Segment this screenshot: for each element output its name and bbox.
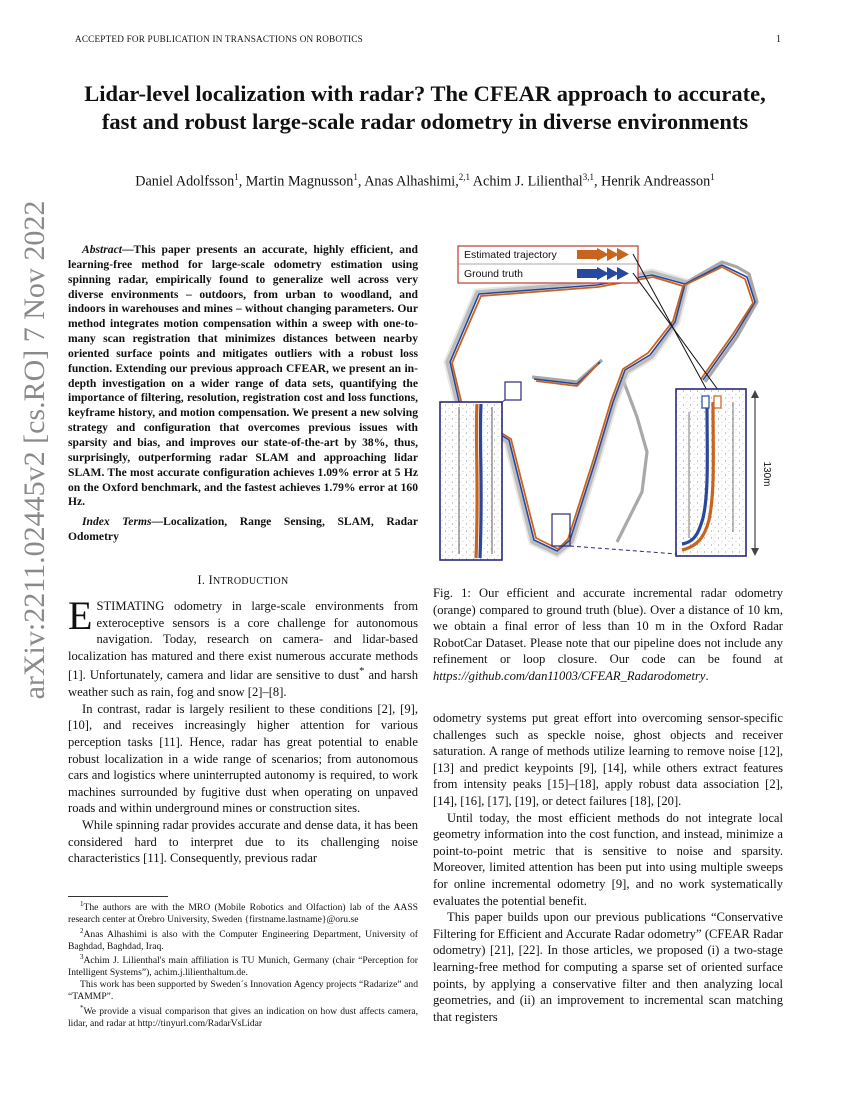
- footnotes: [68, 899, 418, 1029]
- running-head: ACCEPTED FOR PUBLICATION IN TRANSACTIONS ON ROBOTICS: [75, 34, 363, 44]
- author-affiliation: 1: [234, 172, 239, 182]
- right-paragraph-2: Until today, the most efficient methods do not integrate local geometry information into the cost function, and instead, minimize a point-to-point metric that is sensitive to noise and sparsity. Moreover, limited attention has been put into using multiple sweeps for online incremental odometry [9], and no work systematically evaluates the potential benefit.: [433, 810, 783, 908]
- author-affiliation: 1: [353, 172, 358, 182]
- footnote-5: We provide a visual comparison that gives an indication on how dust affects camera, lidar, and radar at http://tinyurl.com/RadarVsLidar: [68, 1005, 418, 1029]
- author-name: Henrik Andreasson: [601, 173, 711, 190]
- index-terms: [68, 515, 418, 545]
- section-initial: I: [208, 573, 213, 587]
- abstract-text: —This paper presents an accurate, highly efficient, and learning-free method for large-scale odometry estimation using spinning radar, empirically found to generalize well across very diverse environments – outdoors, from urban to woodland, and indoors in warehouses and mines – without changing parameters. Our method integrates motion compensation within a sweep with one-to-many scan registration that minimizes distances between nearby oriented surface points and mitigates outliers with a robust loss function. Extending our previous approach CFEAR, we present an in-depth investigation on a wider range of data sets, quantifying the importance of filtering, resolution, registration cost and loss functions, keyframe history, and motion compensation. We present a new solving strategy and configuration that overcomes previous issues with sparsity and bias, and improves our state-of-the-art by 38%, thus, surprisingly, outperforming radar SLAM and approaching lidar SLAM. The most accurate configuration achieves 1.09% error at 5 Hz on the Oxford benchmark, and the fastest achieves 1.79% error at 160 Hz.: [68, 243, 418, 509]
- drop-cap: E: [68, 593, 93, 638]
- caption-end: .: [705, 668, 709, 683]
- right-paragraph-3: This paper builds upon our previous publications “Conservative Filtering for Efficient and Accurate Radar odometry” (CFEAR Radar odometry) [21], [22]. In those articles, we proposed (i) a two-stage learning-free method for computing a sparse set of oriented surface points, by applying a conservative filter and then analyzing local geometries, and (ii) an improvement to incremental scan matching that registers: [433, 910, 783, 1024]
- section-title-rest: NTRODUCTION: [212, 576, 289, 587]
- right-inset: [676, 389, 746, 556]
- left-zoom-marker: [505, 382, 521, 400]
- author-name: Daniel Adolfsson: [135, 173, 235, 190]
- intro-left-column: [68, 593, 418, 867]
- footnote-1: The authors are with the MRO (Mobile Robotics and Olfaction) lab of the AASS research center at Örebro University, Sweden {firstname.lastname}@oru.se: [68, 902, 418, 925]
- author-affiliation: 1: [710, 172, 715, 182]
- intro-paragraph-1-end: and harsh weather such as rain, fog and snow [2]–[8].: [68, 668, 418, 700]
- code-link[interactable]: https://github.com/dan11003/CFEAR_Radarodometry: [433, 668, 706, 683]
- author-affiliation: 3,1: [582, 172, 594, 182]
- scale-label: 130m: [761, 461, 772, 487]
- left-inset: [440, 402, 502, 560]
- abstract-lead: Abstract: [82, 243, 122, 256]
- section-heading: [68, 573, 418, 588]
- scale-bar: [751, 390, 772, 556]
- page-number: 1: [776, 34, 781, 45]
- footnote-mark: 3: [80, 953, 84, 962]
- inset-gt-marker: [702, 396, 709, 408]
- figure-caption: [433, 585, 783, 685]
- arxiv-stamp: arXiv:2211.02445v2 [cs.RO] 7 Nov 2022: [18, 200, 51, 700]
- legend-ground-truth-label: Ground truth: [464, 268, 523, 280]
- caption-text: Fig. 1: Our efficient and accurate incremental radar odometry (orange) compared to ground truth (blue). Over a distance of 10 km, we obtain a final error of less than 10 m in the Oxford Radar RobotCar Dataset. Please note that our pipeline does not include any refinement or loop closure. Our code can be found at: [433, 586, 783, 667]
- paper-title: Lidar-level localization with radar? The CFEAR approach to accurate, fast and robust large-scale radar odometry in diverse environments: [84, 81, 766, 134]
- bottom-zoom-link: [570, 546, 677, 554]
- intro-paragraph-1: STIMATING odometry in large-scale environments from exteroceptive sensors is a core challenge for autonomous navigation. Today, research on camera- and lidar-based localization has matured and there exist numerous accurate methods [1]. Unfortunately, camera and lidar are sensitive to dust: [68, 599, 418, 683]
- section-numeral: I.: [197, 573, 206, 587]
- intro-paragraph-3: While spinning radar provides accurate and dense data, it has been considered hard to interpret due to its challenging noise characteristics [11]. Consequently, previous radar: [68, 817, 418, 866]
- intro-right-column: [433, 710, 783, 1025]
- footnote-rule: [68, 896, 168, 897]
- legend-estimated-label: Estimated trajectory: [464, 249, 557, 261]
- footnote-mark: 2: [80, 926, 84, 935]
- abstract: [68, 243, 418, 510]
- author-name: Achim J. Lilienthal: [472, 173, 583, 190]
- figure-1: [437, 242, 777, 567]
- author-name: Anas Alhashimi,: [364, 173, 459, 190]
- left-zoom-link: [502, 400, 505, 402]
- inset-est-marker: [714, 396, 721, 408]
- author-affiliation: 2,1: [458, 172, 471, 182]
- legend: [458, 246, 638, 283]
- right-paragraph-1: odometry systems put great effort into overcoming sensor-specific challenges such as speckle noise, ghost objects and receiver saturation. A range of methods utilize learning to remove noise [12], [13] and predict keypoints [9], [14], while others extract features from intensity peaks [15]–[18], apply robust data association [2], [14], [16], [17], [19], or detect failures [18], [20].: [433, 711, 783, 808]
- footnote-mark: 1: [80, 900, 84, 908]
- trajectory-figure: [437, 242, 777, 567]
- author-list: Daniel Adolfsson$^1$, Martin Magnusson$^1$, Anas Alhashimi,$^{2,1}$ Achim J. Lilienthal$^{3,1}$, Henrik Andreasson$^1$: [135, 172, 715, 190]
- intro-paragraph-2: In contrast, radar is largely resilient to these conditions [2], [9], [10], and receives increasingly higher attention for various perception tasks [11]. Hence, radar has great potential to enable robust localization in a wide range of scenarios; from autonomous cars and logistics where uninterrupted autonomy is required, to work machines surrounded by fugitive dust when operating on unpaved roads and within underground mines or construction sites.: [68, 701, 418, 816]
- footnote-4: This work has been supported by Sweden´s Innovation Agency projects “Radarize” and “TAMMP”.: [68, 979, 418, 1002]
- footnote-mark: *: [80, 1003, 84, 1012]
- footnote-ref: *: [359, 666, 365, 678]
- index-terms-lead: Index Terms: [82, 515, 152, 528]
- bottom-zoom-marker: [552, 514, 570, 546]
- author-name: Martin Magnusson: [245, 173, 354, 190]
- footnote-2: Anas Alhashimi is also with the Computer Engineering Department, University of Baghdad, Baghdad, Iraq.: [68, 928, 418, 952]
- footnote-3: Achim J. Lilienthal's main affiliation is TU Munich, Germany (chair “Perception for Intelligent Systems”), achim.j.lilienthaltum.de.: [68, 955, 418, 979]
- index-terms-text: —Localization, Range Sensing, SLAM, Radar Odometry: [68, 515, 418, 543]
